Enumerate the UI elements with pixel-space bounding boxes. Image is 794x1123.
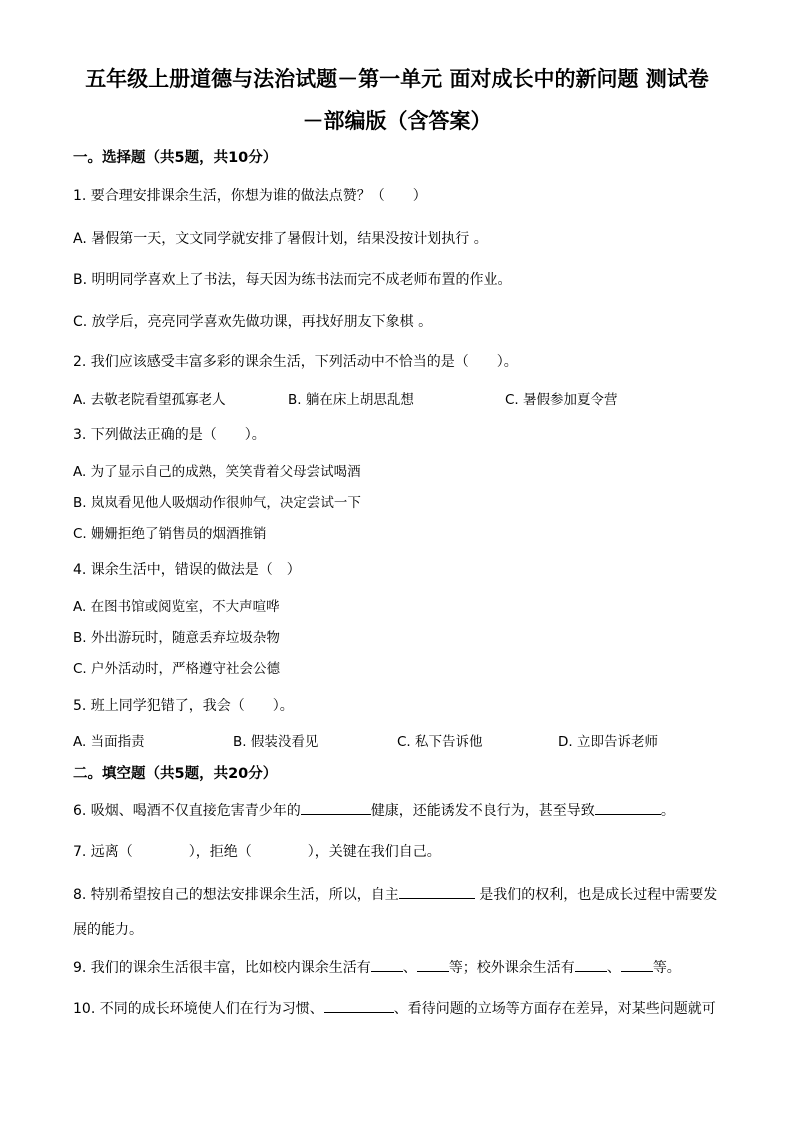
answer-blank[interactable] (301, 800, 371, 815)
answer-blank[interactable] (371, 957, 403, 972)
question-5-option-a: A. 当面指责 (73, 734, 145, 750)
question-10 (73, 998, 716, 1019)
question-text: 9. 我们的课余生活很丰富，比如校内课余生活有 (73, 960, 371, 976)
question-8-continued: 展的能力。 (73, 922, 143, 938)
section-heading-fill-in: 二。填空题（共5题，共20分） (73, 766, 278, 782)
question-3-option-a: A. 为了显示自己的成熟，笑笑背着父母尝试喝酒 (73, 464, 361, 480)
question-6 (73, 800, 675, 821)
question-4-stem: 4. 课余生活中，错误的做法是（ ） (73, 562, 301, 578)
question-text: 8. 特别希望按自己的想法安排课余生活，所以，自主 (73, 887, 399, 903)
answer-blank[interactable] (324, 998, 394, 1013)
answer-blank[interactable] (399, 884, 475, 899)
question-3-option-b: B. 岚岚看见他人吸烟动作很帅气，决定尝试一下 (73, 495, 361, 511)
question-1-stem: 1. 要合理安排课余生活，你想为谁的做法点赞？（ ） (73, 188, 427, 204)
separator: 、 (606, 960, 621, 976)
question-5-option-c: C. 私下告诉他 (397, 734, 483, 750)
option-text: A. 暑假第一天，文文同学就安排了暑假计划，结果没按计划执行 (73, 231, 474, 247)
question-7: 7. 远离（ ），拒绝（ ），关键在我们自己。 (73, 844, 441, 860)
question-text: 。 (660, 803, 675, 819)
question-text: 健康，还能诱发不良行为，甚至导致 (370, 803, 595, 819)
question-4-option-a: A. 在图书馆或阅览室，不大声喧哗 (73, 599, 280, 615)
question-2-option-a: A. 去敬老院看望孤寡老人 (73, 392, 226, 408)
answer-blank[interactable] (621, 957, 653, 972)
question-text: 等；校外课余生活有 (448, 960, 575, 976)
page-title-line-2: －部编版（含答案） (302, 108, 492, 133)
question-5-stem: 5. 班上同学犯错了，我会（ ）。 (73, 698, 294, 714)
question-1-option-c (73, 312, 432, 332)
separator: 、 (402, 960, 417, 976)
question-2-stem: 2. 我们应该感受丰富多彩的课余生活，下列活动中不恰当的是（ ）。 (73, 354, 518, 370)
question-2-option-b: B. 躺在床上胡思乱想 (288, 392, 414, 408)
option-text: C. 放学后，亮亮同学喜欢先做功课，再找好朋友下象棋 (73, 314, 419, 330)
question-text: 10. 不同的成长环境使人们在行为习惯、 (73, 1001, 324, 1017)
question-3-stem: 3. 下列做法正确的是（ ）。 (73, 427, 266, 443)
question-text: 、看待问题的立场等方面存在差异，对某些问题就可 (393, 1001, 716, 1017)
answer-blank[interactable] (417, 957, 449, 972)
question-2-option-c: C. 暑假参加夏令营 (505, 392, 618, 408)
question-text: 是我们的权利，也是成长过程中需要发 (474, 887, 718, 903)
question-text: 6. 吸烟、喝酒不仅直接危害青少年的 (73, 803, 301, 819)
question-4-option-c: C. 户外活动时，严格遵守社会公德 (73, 661, 281, 677)
question-text: 等。 (652, 960, 681, 976)
question-5-option-d: D. 立即告诉老师 (558, 734, 658, 750)
option-end-mark: 。 (418, 314, 433, 330)
answer-blank[interactable] (575, 957, 607, 972)
option-end-mark: 。 (473, 231, 488, 247)
section-heading-choice: 一。选择题（共5题，共10分） (73, 150, 278, 166)
question-3-option-c: C. 姗姗拒绝了销售员的烟酒推销 (73, 526, 267, 542)
question-1-option-b: B. 明明同学喜欢上了书法，每天因为练书法而完不成老师布置的作业。 (73, 272, 512, 288)
question-9 (73, 957, 681, 978)
page-title-line-1: 五年级上册道德与法治试题－第一单元 面对成长中的新问题 测试卷 (85, 66, 709, 91)
answer-blank[interactable] (595, 800, 661, 815)
question-8 (73, 884, 717, 905)
question-5-option-b: B. 假装没看见 (233, 734, 319, 750)
question-4-option-b: B. 外出游玩时，随意丢弃垃圾杂物 (73, 630, 280, 646)
question-1-option-a (73, 229, 488, 249)
